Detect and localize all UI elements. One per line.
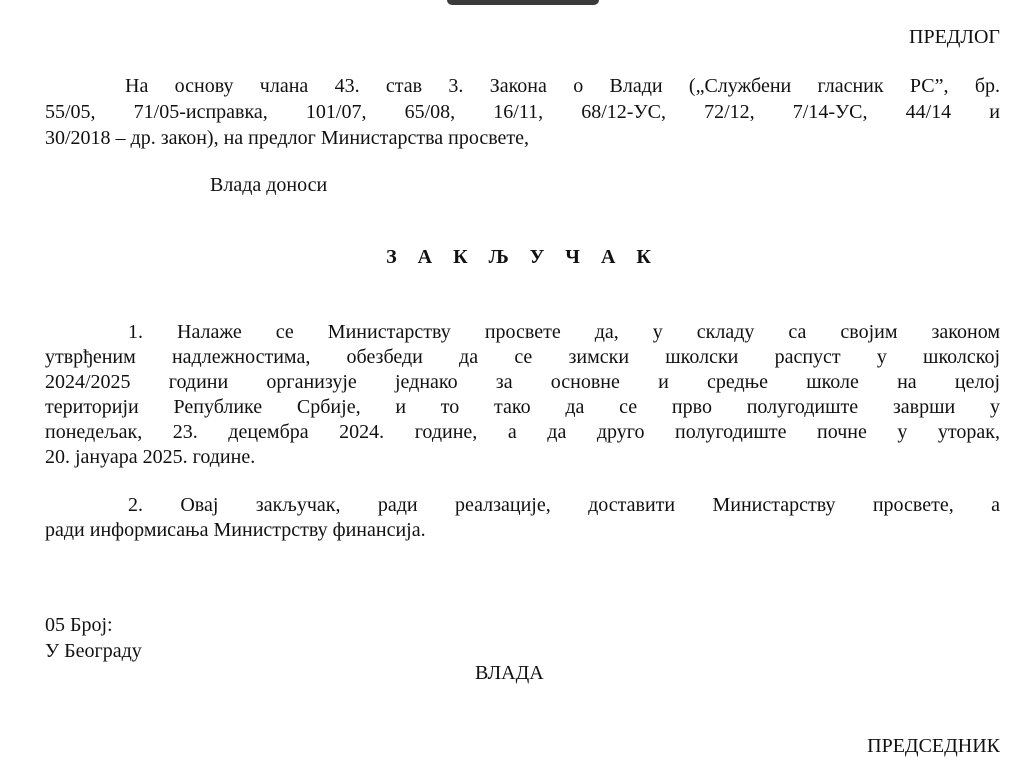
document-title: З А К Љ У Ч А К (386, 246, 659, 268)
preamble-line-2: 55/05, 71/05-исправка, 101/07, 65/08, 16/11, 68/12-УС, 72/12, 7/14-УС, 44/14 и (45, 101, 1000, 123)
point1-line-5: понедељак, 23. децембра 2024. године, а да друго полугодиште почне у уторак, (45, 421, 1000, 443)
proposal-label: ПРЕДЛОГ (909, 26, 1000, 48)
preamble-line-3: 30/2018 – др. закон), на предлог Министарства просвете, (45, 127, 530, 149)
document-number: 05 Број: (45, 614, 113, 636)
government-label: ВЛАДА (475, 662, 544, 684)
president-label: ПРЕДСЕДНИК (867, 735, 1000, 757)
point2-line-2: ради информисања Министрству финансија. (45, 519, 426, 541)
enacts-text: Влада доноси (210, 174, 328, 196)
point1-line-6: 20. јануара 2025. године. (45, 446, 256, 468)
point1-line-4: територији Републике Србије, и то тако да се прво полугодиште заврши у (45, 396, 1000, 418)
point2-line-1: 2. Овај закључак, ради реалзације, доставити Министарству просвете, а (128, 494, 1000, 516)
point1-line-2: утврђеним надлежностима, обезбеди да се зимски школски распуст у школској (45, 346, 1000, 368)
document-page (45, 0, 1000, 768)
preamble-line-1: На основу члана 43. став 3. Закона о Влади („Службени гласник РС”, бр. (125, 75, 1000, 97)
place-text: У Београду (45, 640, 142, 662)
point1-line-1: 1. Налаже се Министарству просвете да, у складу са својим законом (128, 321, 1000, 343)
point1-line-3: 2024/2025 години организује једнако за основне и средње школе на целој (45, 371, 1000, 393)
